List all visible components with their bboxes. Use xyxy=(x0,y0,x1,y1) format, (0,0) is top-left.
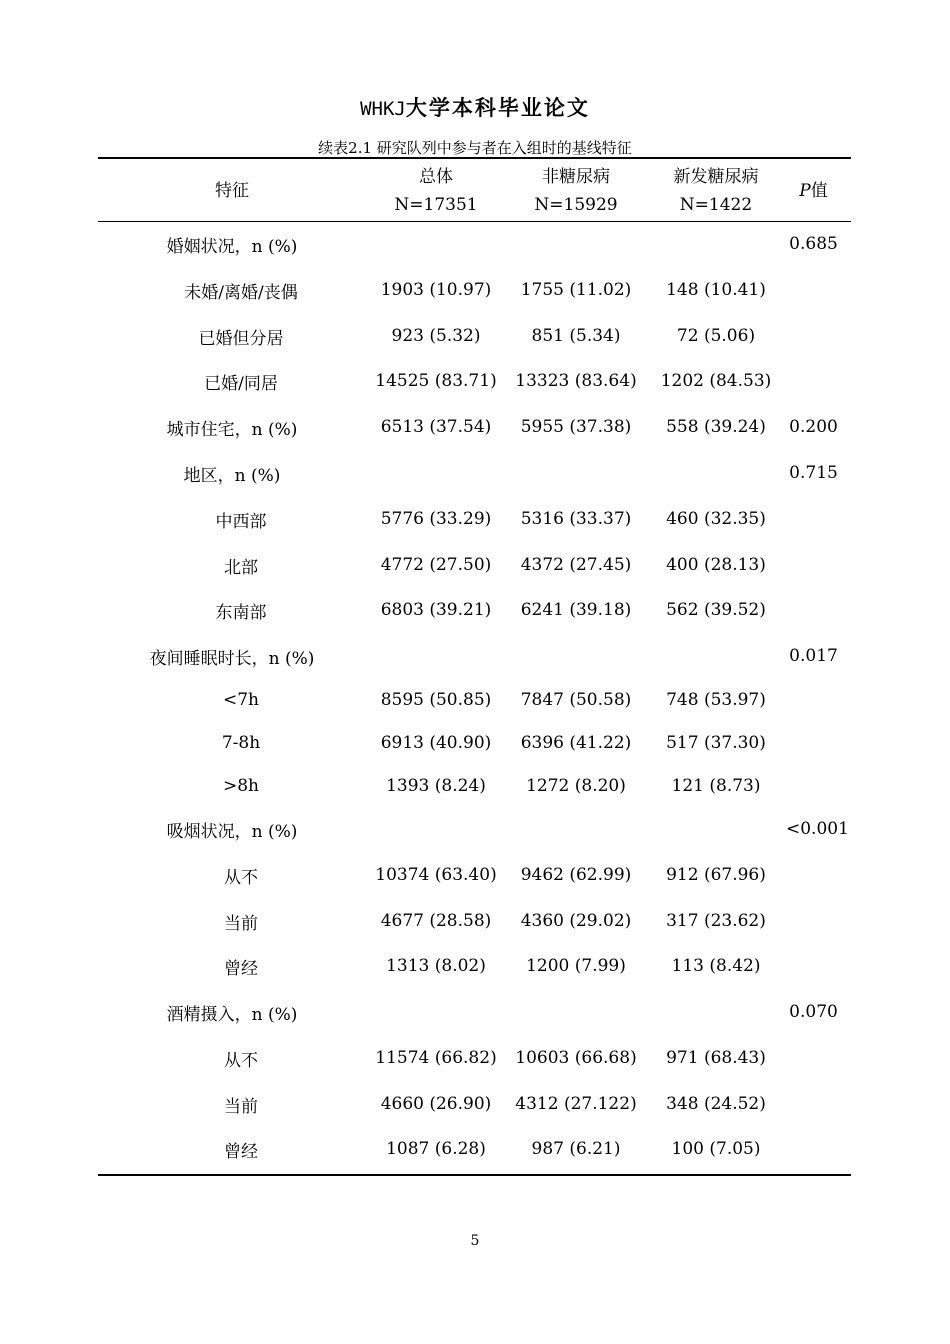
row-subcategory: 从不 xyxy=(224,1050,258,1071)
page-header xyxy=(0,92,950,122)
table-row xyxy=(98,497,851,541)
cell-new-diabetes: 562 (39.52) xyxy=(666,600,766,620)
page-number: 5 xyxy=(470,1233,480,1249)
cell-total: 4772 (27.50) xyxy=(380,555,492,575)
table-row xyxy=(98,764,851,808)
table-top-rule xyxy=(98,157,851,159)
cell-p-value: <0.001 xyxy=(786,819,849,839)
column-header-non-diabetes xyxy=(506,163,646,219)
cell-p-value: 0.200 xyxy=(789,417,838,437)
cell-total: 4677 (28.58) xyxy=(380,911,492,931)
header-latin: WHKJ xyxy=(360,98,406,120)
cell-total: 6913 (40.90) xyxy=(380,733,492,753)
cell-p-value: 0.715 xyxy=(789,463,838,483)
cell-new-diabetes: 748 (53.97) xyxy=(666,690,766,710)
table-row xyxy=(98,678,851,722)
cell-new-diabetes: 460 (32.35) xyxy=(666,509,766,529)
table-row xyxy=(98,222,851,266)
cell-non-diabetes: 4372 (27.45) xyxy=(520,555,632,575)
row-subcategory: 当前 xyxy=(224,1096,258,1117)
column-header-p-suffix: 值 xyxy=(810,181,828,201)
cell-total: 923 (5.32) xyxy=(391,326,481,346)
cell-new-diabetes: 400 (28.13) xyxy=(666,555,766,575)
table-bottom-rule xyxy=(98,1174,851,1176)
table-row xyxy=(98,807,851,851)
row-subcategory: 曾经 xyxy=(224,958,258,979)
header-cjk: 大学本科毕业论文 xyxy=(405,96,590,120)
cell-non-diabetes: 5316 (33.37) xyxy=(520,509,632,529)
column-header-new-diabetes-n: N=1422 xyxy=(679,195,753,215)
table-row xyxy=(98,314,851,358)
cell-new-diabetes: 100 (7.05) xyxy=(671,1139,761,1159)
table-caption: 续表2.1 研究队列中参与者在入组时的基线特征 xyxy=(318,139,632,157)
cell-total: 4660 (26.90) xyxy=(380,1094,492,1114)
row-category: 婚姻状况，n (%) xyxy=(166,236,298,257)
table-row xyxy=(98,1036,851,1080)
table-row xyxy=(98,1127,851,1171)
row-category: 吸烟状况，n (%) xyxy=(166,821,298,842)
cell-non-diabetes: 1755 (11.02) xyxy=(520,280,632,300)
cell-new-diabetes: 912 (67.96) xyxy=(666,865,766,885)
table-row xyxy=(98,853,851,897)
cell-non-diabetes: 5955 (37.38) xyxy=(520,417,632,437)
cell-non-diabetes: 1200 (7.99) xyxy=(526,956,626,976)
table-row xyxy=(98,899,851,943)
column-header-p-value xyxy=(786,163,841,219)
cell-non-diabetes: 4360 (29.02) xyxy=(520,911,632,931)
column-header-feature xyxy=(98,163,366,219)
cell-new-diabetes: 971 (68.43) xyxy=(666,1048,766,1068)
cell-new-diabetes: 317 (23.62) xyxy=(666,911,766,931)
column-header-total xyxy=(366,163,506,219)
row-subcategory: >8h xyxy=(222,776,259,796)
cell-new-diabetes: 348 (24.52) xyxy=(666,1094,766,1114)
cell-total: 6803 (39.21) xyxy=(380,600,492,620)
column-header-new-diabetes xyxy=(646,163,786,219)
cell-non-diabetes: 6396 (41.22) xyxy=(520,733,632,753)
row-subcategory: 已婚/同居 xyxy=(204,373,278,394)
row-subcategory: <7h xyxy=(222,690,259,710)
cell-total: 14525 (83.71) xyxy=(375,371,497,391)
table-row xyxy=(98,543,851,587)
cell-p-value: 0.685 xyxy=(789,234,838,254)
cell-total: 1903 (10.97) xyxy=(380,280,492,300)
cell-new-diabetes: 1202 (84.53) xyxy=(660,371,772,391)
cell-non-diabetes: 851 (5.34) xyxy=(531,326,621,346)
cell-new-diabetes: 72 (5.06) xyxy=(676,326,756,346)
cell-non-diabetes: 6241 (39.18) xyxy=(520,600,632,620)
column-header-p-italic: P xyxy=(799,181,811,201)
row-category: 城市住宅，n (%) xyxy=(166,419,298,440)
column-header-non-diabetes-n: N=15929 xyxy=(534,195,618,215)
row-subcategory: 中西部 xyxy=(215,511,267,532)
table-row xyxy=(98,1082,851,1126)
row-subcategory: 从不 xyxy=(224,867,258,888)
column-header-new-diabetes-label: 新发糖尿病 xyxy=(673,167,759,187)
cell-total: 6513 (37.54) xyxy=(380,417,492,437)
cell-new-diabetes: 148 (10.41) xyxy=(666,280,766,300)
row-subcategory: 东南部 xyxy=(215,602,267,623)
row-category: 夜间睡眠时长，n (%) xyxy=(149,648,315,669)
cell-total: 10374 (63.40) xyxy=(375,865,497,885)
cell-total: 1393 (8.24) xyxy=(386,776,486,796)
table-row xyxy=(98,405,851,449)
cell-non-diabetes: 10603 (66.68) xyxy=(515,1048,637,1068)
row-subcategory: 曾经 xyxy=(224,1141,258,1162)
cell-new-diabetes: 517 (37.30) xyxy=(666,733,766,753)
cell-total: 1313 (8.02) xyxy=(386,956,486,976)
cell-new-diabetes: 121 (8.73) xyxy=(671,776,761,796)
table-row xyxy=(98,721,851,765)
row-category: 地区，n (%) xyxy=(183,465,281,486)
cell-non-diabetes: 987 (6.21) xyxy=(531,1139,621,1159)
row-subcategory: 北部 xyxy=(224,557,258,578)
row-subcategory: 7-8h xyxy=(221,733,261,753)
row-subcategory: 已婚但分居 xyxy=(198,328,284,349)
cell-non-diabetes: 1272 (8.20) xyxy=(526,776,626,796)
column-header-non-diabetes-label: 非糖尿病 xyxy=(542,167,610,187)
cell-total: 11574 (66.82) xyxy=(375,1048,497,1068)
table-row xyxy=(98,634,851,678)
cell-non-diabetes: 4312 (27.122) xyxy=(515,1094,637,1114)
table-row xyxy=(98,451,851,495)
cell-new-diabetes: 113 (8.42) xyxy=(671,956,761,976)
table-row xyxy=(98,588,851,632)
cell-new-diabetes: 558 (39.24) xyxy=(666,417,766,437)
cell-p-value: 0.070 xyxy=(789,1002,838,1022)
table-row xyxy=(98,944,851,988)
table-row xyxy=(98,268,851,312)
row-category: 酒精摄入，n (%) xyxy=(166,1004,298,1025)
cell-total: 1087 (6.28) xyxy=(386,1139,486,1159)
table-row xyxy=(98,359,851,403)
cell-total: 5776 (33.29) xyxy=(380,509,492,529)
cell-p-value: 0.017 xyxy=(789,646,838,666)
cell-total: 8595 (50.85) xyxy=(380,690,492,710)
cell-non-diabetes: 7847 (50.58) xyxy=(520,690,632,710)
column-header-feature-label: 特征 xyxy=(215,181,249,201)
cell-non-diabetes: 13323 (83.64) xyxy=(515,371,637,391)
row-subcategory: 当前 xyxy=(224,913,258,934)
row-subcategory: 未婚/离婚/丧偶 xyxy=(184,282,298,303)
column-header-total-label: 总体 xyxy=(419,167,453,187)
column-header-total-n: N=17351 xyxy=(394,195,478,215)
cell-non-diabetes: 9462 (62.99) xyxy=(520,865,632,885)
table-row xyxy=(98,990,851,1034)
